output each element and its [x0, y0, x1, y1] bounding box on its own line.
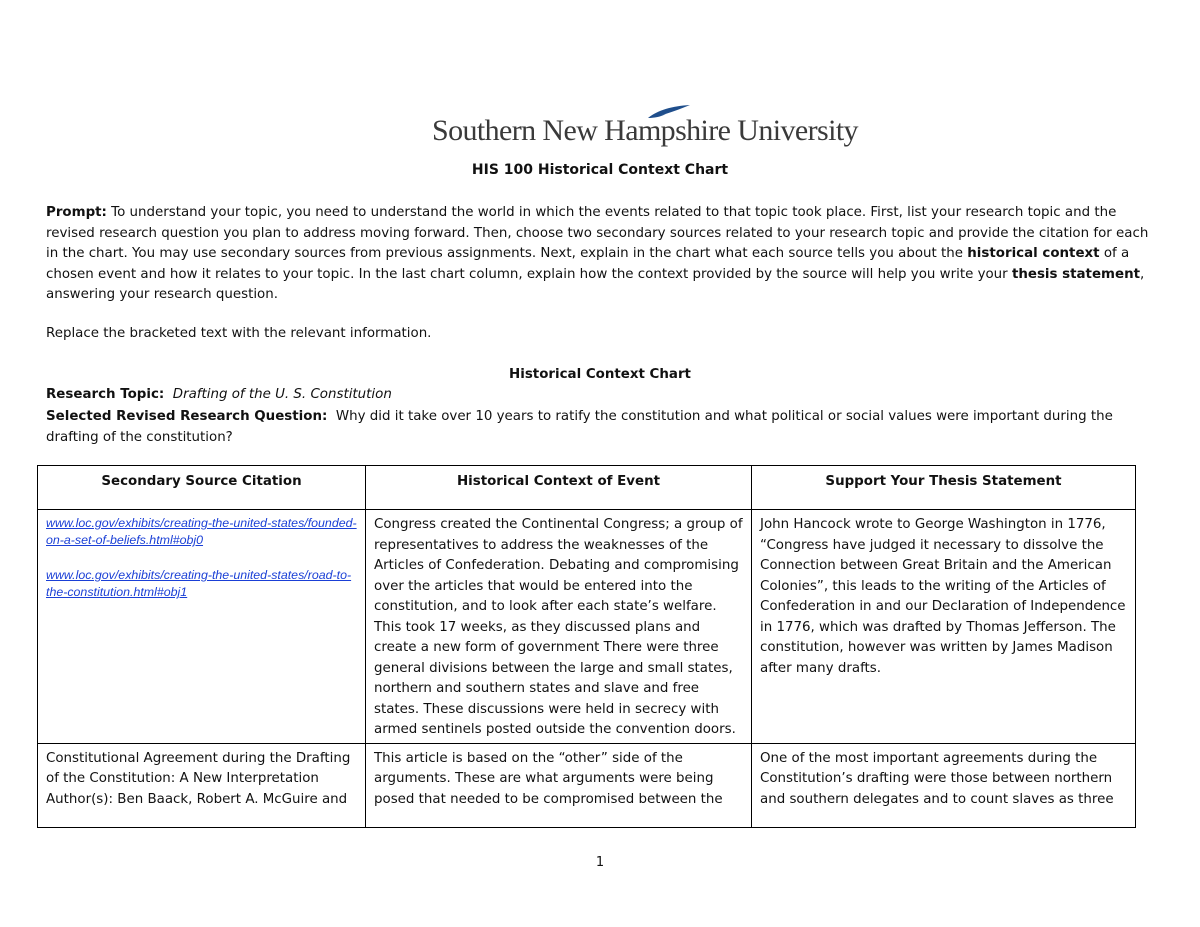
document-title: HIS 100 Historical Context Chart: [471, 162, 729, 178]
prompt-label: Prompt:: [46, 205, 107, 220]
thesis-cell: One of the most important agreements during the Constitution’s drafting were those between northern and southern delegates and to count slaves as three: [752, 743, 1136, 827]
chart-title: Historical Context Chart: [509, 367, 691, 382]
table-row: [38, 510, 1136, 744]
prompt-text-2: of a chosen event and how it relates to your topic. In the last chart column, explain how the context provided by the source will help you write your: [46, 246, 1130, 282]
research-topic-value: Drafting of the U. S. Constitution: [172, 387, 392, 402]
quill-icon: [646, 104, 692, 120]
research-question-value: Why did it take over 10 years to ratify the constitution and what political or social values were important during the drafting of the constitution?: [46, 409, 1113, 445]
historical-context-table: [37, 465, 1136, 828]
source-link-2[interactable]: www.loc.gov/exhibits/creating-the-united-states/road-to-the-constitution.html#obj1: [46, 568, 352, 599]
prompt-bold-thesis-statement: thesis statement: [1011, 266, 1141, 282]
context-cell: This article is based on the “other” side of the arguments. These are what arguments were being posed that needed to be compromised between the: [366, 743, 752, 827]
university-logo: [432, 104, 858, 150]
research-question-label: Selected Revised Research Question:: [46, 409, 328, 424]
source-link-1[interactable]: www.loc.gov/exhibits/creating-the-united-states/founded-on-a-set-of-beliefs.html#obj0: [46, 516, 357, 547]
prompt-text-1: To understand your topic, you need to understand the world in which the events related to that topic took place. First, list your research topic and the revised research question you plan to address moving forward. Then, choose two secondary sources related to your research topic and provide the citation for each in the chart. You may use secondary sources from previous assignments. Next, explain in the chart what each source tells you about the: [46, 205, 1149, 262]
logo-text: Southern New Hampshire University: [432, 114, 858, 147]
table-header-row: [38, 466, 1136, 510]
header-historical-context: Historical Context of Event: [366, 466, 752, 510]
research-topic: [46, 387, 392, 402]
prompt-bold-historical-context: historical context: [967, 246, 1100, 262]
prompt-paragraph: [46, 203, 1156, 306]
context-cell: Congress created the Continental Congress; a group of representatives to address the weaknesses of the Articles of Confederation. Debating and compromising over the articles that would be entered into the constitution, and to look after each state’s welfare. This took 17 weeks, as they discussed plans and create a new form of government There were three general divisions between the large and small states, northern and southern states and slave and free states. These discussions were held in secrecy with armed sentinels posted outside the convention doors.: [366, 510, 752, 744]
research-topic-label: Research Topic:: [46, 387, 165, 402]
research-question: [46, 407, 1156, 448]
header-secondary-source-citation: Secondary Source Citation: [38, 466, 366, 510]
replace-instruction: Replace the bracketed text with the relevant information.: [46, 326, 432, 341]
citation-cell: [38, 510, 366, 744]
citation-cell: Constitutional Agreement during the Drafting of the Constitution: A New Interpretation Author(s): Ben Baack, Robert A. McGuire and: [38, 743, 366, 827]
table-row: [38, 743, 1136, 827]
prompt-text-3: , answering your research question.: [46, 266, 1145, 303]
header-support-thesis: Support Your Thesis Statement: [752, 466, 1136, 510]
thesis-cell: John Hancock wrote to George Washington in 1776, “Congress have judged it necessary to dissolve the Connection between Great Britain and the American Colonies”, this leads to the writing of the Articles of Confederation in and our Declaration of Independence in 1776, which was drafted by Thomas Jefferson. The constitution, however was written by James Madison after many drafts.: [752, 510, 1136, 744]
page-number: 1: [595, 855, 605, 870]
